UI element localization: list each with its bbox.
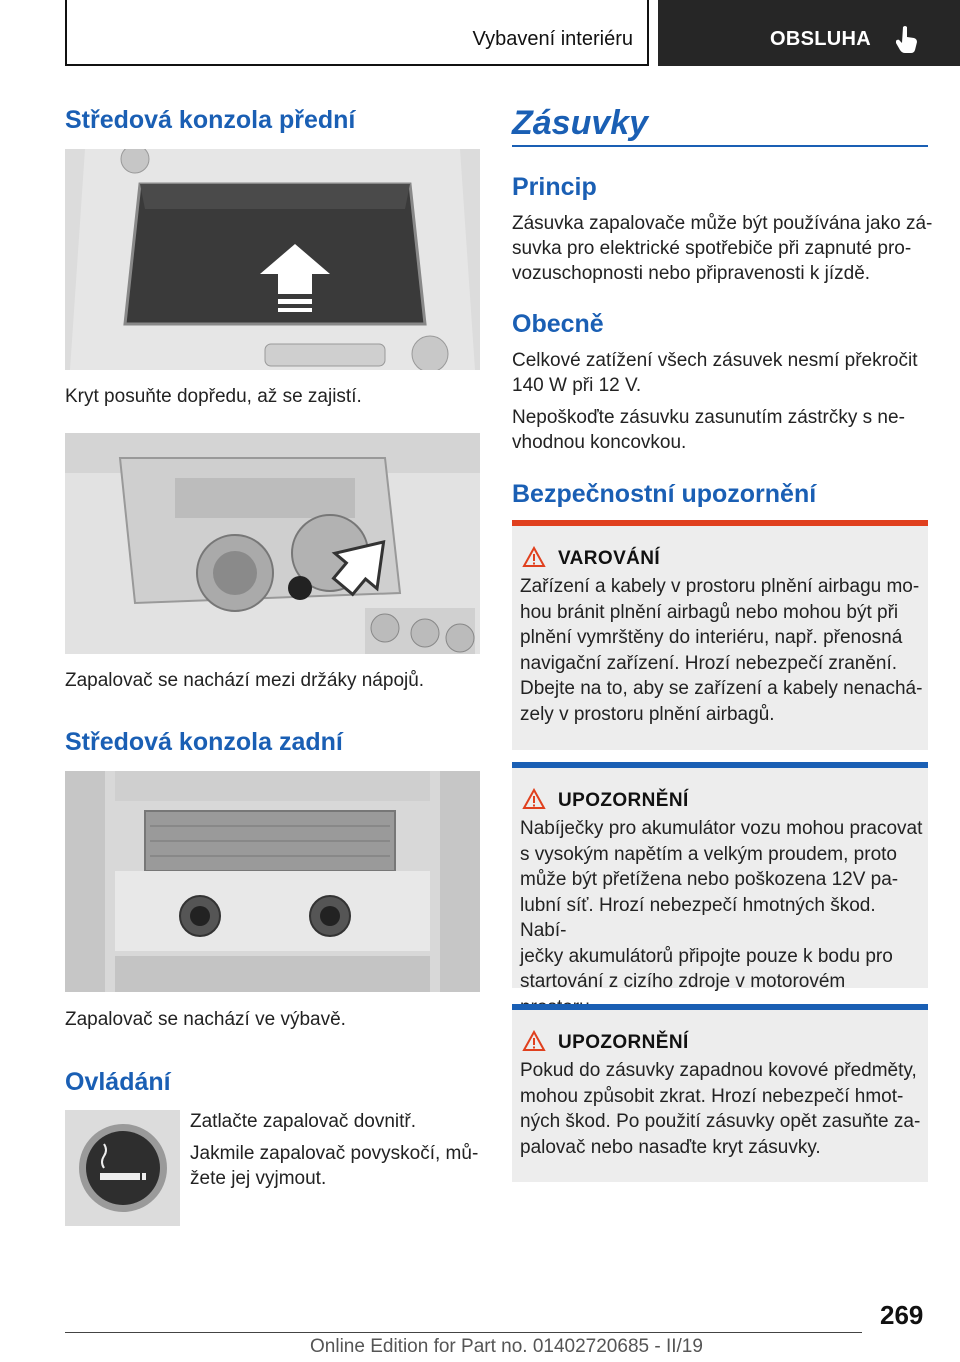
principle-text-l2: suvka pro elektrické spotřebiče při zapnuté pro-: [512, 238, 912, 259]
operation-push-text: Zatlačte zapalovač dovnitř.: [190, 1111, 417, 1132]
principle-text-l1: Zásuvka zapalovače může být používána jako zá-: [512, 213, 933, 234]
page-number: 269: [880, 1300, 924, 1330]
header-section-box: [65, 0, 649, 66]
notice-line: Pokud do zásuvky zapadnou kovové předměty,: [520, 1060, 917, 1081]
operation-title: Ovládání: [65, 1068, 171, 1096]
sockets-title: Zásuvky: [512, 104, 649, 142]
hand-pointer-icon: [896, 25, 918, 53]
notice-title: UPOZORNĚNÍ: [558, 1032, 689, 1053]
general-text-2-l2: vhodnou koncovkou.: [512, 432, 687, 453]
warning-triangle-icon: [522, 546, 546, 568]
warning-line: zely v prostoru plnění airbagů.: [520, 703, 775, 725]
rear-console-photo: [65, 771, 480, 992]
notice-body: [520, 1058, 924, 1160]
principle-text-l3: vozuschopnosti nebo připravenosti k jízdě.: [512, 263, 871, 284]
caption-lighter-location: Zapalovač se nachází mezi držáky nápojů.: [65, 670, 425, 691]
principle-title: Princip: [512, 173, 597, 201]
general-title: Obecně: [512, 310, 604, 338]
header-chapter-tab[interactable]: [658, 0, 960, 66]
warning-line: navigační zařízení. Hrozí nebezpečí zranění.: [520, 652, 898, 674]
notice-line: Nabíječky pro akumulátor vozu mohou pracovat: [520, 818, 923, 839]
warning-line: plnění vymrštěny do interiéru, např. přenosná: [520, 627, 903, 648]
cupholder-photo: [65, 433, 480, 654]
warning-line: Dbejte na to, aby se zařízení a kabely nenachá-: [520, 678, 923, 699]
warning-triangle-icon: [522, 788, 546, 810]
warning-triangle-icon: [522, 1030, 546, 1052]
caption-cover-slide: Kryt posuňte dopředu, až se zajistí.: [65, 386, 362, 407]
sockets-title-rule: [512, 145, 928, 147]
operation-remove-text-l2: žete jej vyjmout.: [190, 1168, 327, 1189]
general-text-1-l1: Celkové zatížení všech zásuvek nesmí překročit: [512, 350, 918, 371]
notice-line: může být přetížena nebo poškozena 12V pa-: [520, 869, 899, 890]
warning-title: VAROVÁNÍ: [558, 548, 661, 569]
general-text-1-l2: 140 W při 12 V.: [512, 375, 642, 396]
notice-line: palovač nebo nasaďte kryt zásuvky.: [520, 1136, 821, 1158]
header-section-title: Vybavení interiéru: [472, 28, 633, 50]
notice-box: [512, 762, 928, 992]
caption-lighter-equipment: Zapalovač se nachází ve výbavě.: [65, 1009, 346, 1030]
footer-rule: [65, 1332, 862, 1333]
operation-remove-text-l1: Jakmile zapalovač povyskočí, mů-: [190, 1143, 479, 1164]
warning-line: Zařízení a kabely v prostoru plnění airbagu mo-: [520, 576, 920, 597]
notice-line: ných škod. Po použití zásuvky opět zasuňte za-: [520, 1111, 921, 1132]
footer-edition: Online Edition for Part no. 01402720685 - II/19: [310, 1336, 703, 1357]
notice-line: ječky akumulátorů připojte pouze k bodu pro: [520, 945, 893, 967]
warning-body: [520, 574, 924, 727]
general-text-2-l1: Nepoškoďte zásuvku zasunutím zástrčky s ne-: [512, 407, 905, 428]
notice-line: lubní síť. Hrozí nebezpečí hmotných škod. Nabí-: [520, 894, 876, 941]
rear-console-title: Středová konzola zadní: [65, 728, 343, 756]
front-console-photo: [65, 149, 480, 370]
notice-title: UPOZORNĚNÍ: [558, 790, 689, 811]
warning-box: [512, 520, 928, 750]
warning-line: hou bránit plnění airbagů nebo mohou být při: [520, 601, 899, 623]
notice-line: startování z cizího zdroje v motorovém: [520, 971, 846, 992]
header-chapter-label: OBSLUHA: [770, 28, 871, 50]
notice-line: s vysokým napětím a velkým proudem, proto: [520, 843, 897, 865]
front-console-title: Středová konzola přední: [65, 106, 356, 134]
notice-line: mohou způsobit zkrat. Hrozí nebezpečí hmot-: [520, 1085, 904, 1107]
safety-title: Bezpečnostní upozornění: [512, 480, 817, 508]
notice-body: [520, 816, 924, 1020]
lighter-button-photo: [65, 1110, 180, 1226]
notice-box: [512, 1004, 928, 1182]
